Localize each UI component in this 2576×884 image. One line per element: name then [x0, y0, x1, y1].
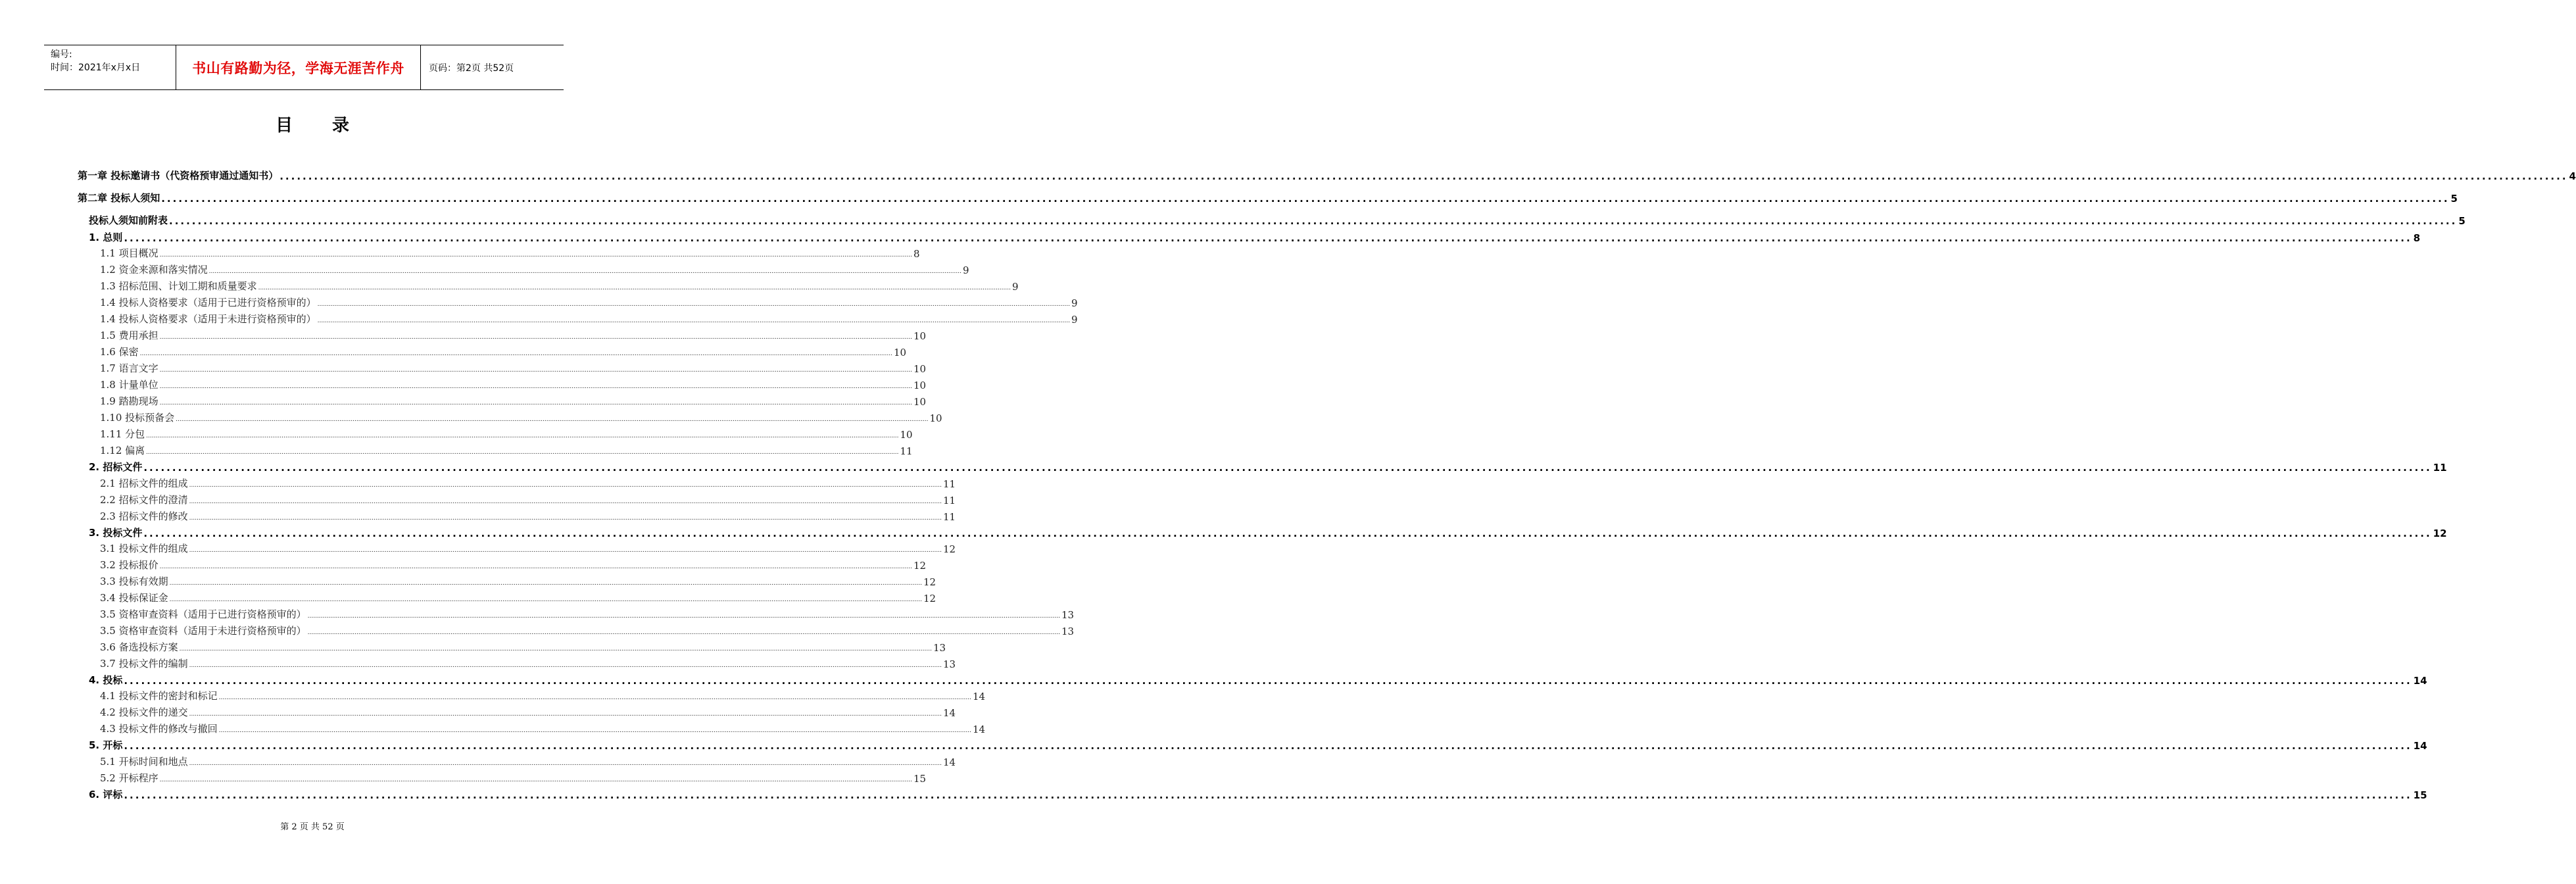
toc-entry-page-number: 9: [1071, 297, 1078, 309]
toc-entry[interactable]: [89, 787, 2427, 801]
toc-dot-leader: ................................................................................................................................................................................................................................................................................................................................................................................................................: [161, 193, 2450, 205]
toc-entry-page-number: 14: [972, 691, 986, 702]
toc-entry-label: 3.7 投标文件的编制: [100, 658, 188, 670]
toc-entry-page-number: 5: [2458, 215, 2466, 227]
toc-dot-leader: ................................................................................................................................................................................................................................................................................................................................................................................................................: [159, 383, 912, 390]
toc-entry-label: 1.4 投标人资格要求（适用于已进行资格预审的）: [100, 297, 316, 308]
toc-entry-label: 4.2 投标文件的递交: [100, 706, 188, 718]
toc-entry-label: 4. 投标: [89, 674, 123, 686]
toc-entry-page-number: 9: [962, 264, 969, 276]
toc-entry[interactable]: [100, 443, 913, 457]
toc-entry-page-number: 10: [900, 429, 913, 441]
toc-dot-leader: ................................................................................................................................................................................................................................................................................................................................................................................................................: [159, 777, 912, 783]
toc-entry[interactable]: [100, 278, 1019, 293]
toc-entry[interactable]: [100, 410, 942, 424]
toc-entry[interactable]: [89, 525, 2447, 539]
toc-entry[interactable]: [89, 212, 2466, 227]
toc-entry-page-number: 11: [942, 495, 956, 506]
toc-entry-page-number: 15: [2413, 789, 2427, 801]
toc-dot-leader: ................................................................................................................................................................................................................................................................................................................................................................................................................: [307, 613, 1060, 620]
header-meta: [44, 45, 176, 89]
header-motto: 书山有路勤为径，学海无涯苦作舟: [176, 45, 421, 89]
header-page-info: 页码：第2页 共52页: [429, 62, 514, 74]
toc-entry-page-number: 9: [1011, 281, 1019, 293]
toc-entry[interactable]: [100, 623, 1075, 637]
toc-entry-label: 1.11 分包: [100, 428, 145, 440]
toc-entry-page-number: 13: [1061, 626, 1075, 637]
toc-entry-label: 6. 评标: [89, 789, 123, 800]
toc-entry-page-number: 11: [942, 511, 956, 523]
toc-dot-leader: ................................................................................................................................................................................................................................................................................................................................................................................................................: [169, 215, 2458, 227]
toc-entry[interactable]: [100, 328, 927, 342]
toc-dot-leader: ................................................................................................................................................................................................................................................................................................................................................................................................................: [307, 629, 1060, 636]
toc-entry[interactable]: [100, 476, 956, 490]
toc-entry-label: 1.4 投标人资格要求（适用于未进行资格预审的）: [100, 313, 316, 325]
toc-entry[interactable]: [89, 459, 2447, 474]
page-title: 目录: [275, 116, 389, 135]
toc-dot-leader: ................................................................................................................................................................................................................................................................................................................................................................................................................: [143, 462, 2432, 474]
toc-entry-page-number: 14: [942, 756, 956, 768]
toc-dot-leader: ................................................................................................................................................................................................................................................................................................................................................................................................................: [189, 662, 942, 669]
toc-entry-label: 2. 招标文件: [89, 461, 143, 473]
toc-entry-label: 第二章 投标人须知: [78, 192, 160, 204]
toc-dot-leader: ................................................................................................................................................................................................................................................................................................................................................................................................................: [208, 268, 961, 275]
toc-entry-page-number: 4: [2569, 170, 2576, 182]
toc-entry[interactable]: [100, 606, 1075, 621]
toc-entry-page-number: 10: [913, 396, 927, 408]
toc-entry[interactable]: [78, 168, 2576, 182]
toc-entry[interactable]: [100, 426, 913, 441]
toc-entry-page-number: 11: [900, 445, 913, 457]
toc-dot-leader: ................................................................................................................................................................................................................................................................................................................................................................................................................: [139, 351, 892, 357]
toc-entry-page-number: 14: [942, 707, 956, 719]
toc-entry-label: 第一章 投标邀请书（代资格预审通过通知书）: [78, 170, 279, 182]
toc-entry-label: 5.1 开标时间和地点: [100, 756, 188, 768]
toc-entry-page-number: 9: [1071, 314, 1078, 326]
toc-entry-label: 1.6 保密: [100, 346, 139, 358]
toc-entry-page-number: 10: [913, 330, 927, 342]
toc-dot-leader: ................................................................................................................................................................................................................................................................................................................................................................................................................: [159, 367, 912, 374]
toc-dot-leader: ................................................................................................................................................................................................................................................................................................................................................................................................................: [179, 646, 932, 652]
document-time: 时间：2021年x月x日: [51, 62, 141, 73]
toc-dot-leader: ................................................................................................................................................................................................................................................................................................................................................................................................................: [159, 400, 912, 406]
toc-dot-leader: ................................................................................................................................................................................................................................................................................................................................................................................................................: [189, 711, 942, 718]
toc-entry-label: 1.3 招标范围、计划工期和质量要求: [100, 280, 257, 292]
toc-entry-page-number: 13: [1061, 609, 1075, 621]
toc-entry[interactable]: [100, 557, 927, 572]
toc-entry[interactable]: [100, 344, 907, 358]
toc-entry-page-number: 14: [972, 724, 986, 735]
toc-entry-page-number: 5: [2450, 193, 2458, 205]
toc-entry-label: 1.2 资金来源和落实情况: [100, 264, 208, 276]
toc-entry-label: 1.7 语言文字: [100, 362, 158, 374]
toc-entry[interactable]: [100, 360, 927, 375]
page-header: [44, 45, 564, 90]
toc-dot-leader: ................................................................................................................................................................................................................................................................................................................................................................................................................: [159, 252, 912, 258]
toc-dot-leader: ................................................................................................................................................................................................................................................................................................................................................................................................................: [189, 547, 942, 554]
toc-entry-page-number: 8: [913, 248, 920, 260]
toc-entry-page-number: 10: [893, 347, 907, 358]
toc-entry-page-number: 12: [923, 576, 936, 588]
toc-entry-page-number: 11: [942, 478, 956, 490]
toc-entry-label: 2.2 招标文件的澄清: [100, 494, 188, 506]
toc-dot-leader: ................................................................................................................................................................................................................................................................................................................................................................................................................: [218, 727, 971, 734]
toc-entry-label: 2.1 招标文件的组成: [100, 478, 188, 489]
toc-entry-page-number: 12: [942, 543, 956, 555]
toc-entry[interactable]: [100, 492, 956, 506]
toc-dot-leader: ................................................................................................................................................................................................................................................................................................................................................................................................................: [143, 528, 2432, 539]
toc-entry-label: 1.9 踏勘现场: [100, 395, 158, 407]
toc-entry-page-number: 12: [2433, 528, 2447, 539]
toc-entry-page-number: 15: [913, 773, 927, 785]
toc-dot-leader: ................................................................................................................................................................................................................................................................................................................................................................................................................: [146, 449, 899, 456]
toc-entry-page-number: 14: [2413, 675, 2427, 687]
toc-entry-label: 3. 投标文件: [89, 527, 143, 539]
toc-entry-label: 1.10 投标预备会: [100, 412, 175, 424]
toc-dot-leader: ................................................................................................................................................................................................................................................................................................................................................................................................................: [124, 675, 2412, 687]
toc-dot-leader: ................................................................................................................................................................................................................................................................................................................................................................................................................: [169, 580, 922, 587]
toc-entry-label: 3.1 投标文件的组成: [100, 543, 188, 554]
toc-dot-leader: ................................................................................................................................................................................................................................................................................................................................................................................................................: [218, 695, 971, 701]
toc-dot-leader: ................................................................................................................................................................................................................................................................................................................................................................................................................: [279, 170, 2568, 182]
toc-entry[interactable]: [100, 508, 956, 523]
toc-dot-leader: ................................................................................................................................................................................................................................................................................................................................................................................................................: [176, 416, 929, 423]
toc-entry[interactable]: [100, 754, 956, 768]
toc-entry[interactable]: [100, 574, 936, 588]
toc-entry-page-number: 13: [942, 658, 956, 670]
toc-entry-label: 5. 开标: [89, 739, 123, 751]
toc-entry[interactable]: [89, 230, 2421, 244]
toc-entry-label: 3.5 资格审查资料（适用于已进行资格预审的）: [100, 608, 306, 620]
toc-entry-label: 投标人须知前附表: [89, 214, 168, 226]
toc-dot-leader: ................................................................................................................................................................................................................................................................................................................................................................................................................: [159, 564, 912, 570]
toc-entry-label: 3.4 投标保证金: [100, 592, 168, 604]
toc-dot-leader: ................................................................................................................................................................................................................................................................................................................................................................................................................: [189, 499, 942, 505]
toc-entry[interactable]: [100, 541, 956, 555]
toc-entry-label: 1.5 费用承担: [100, 330, 158, 341]
toc-entry[interactable]: [100, 377, 927, 391]
toc-entry[interactable]: [89, 672, 2427, 687]
toc-entry[interactable]: [100, 393, 927, 408]
toc-entry-label: 3.3 投标有效期: [100, 576, 168, 587]
toc-entry-label: 1.12 偏离: [100, 445, 145, 456]
toc-entry[interactable]: [89, 737, 2427, 752]
toc-entry-label: 1.1 项目概况: [100, 247, 158, 259]
toc-entry-page-number: 10: [913, 380, 927, 391]
document-number-label: 编号:: [51, 49, 72, 60]
toc-dot-leader: ................................................................................................................................................................................................................................................................................................................................................................................................................: [317, 318, 1070, 324]
toc-dot-leader: ................................................................................................................................................................................................................................................................................................................................................................................................................: [159, 334, 912, 341]
toc-entry[interactable]: [100, 770, 927, 785]
toc-dot-leader: ................................................................................................................................................................................................................................................................................................................................................................................................................: [124, 740, 2412, 752]
toc-entry-label: 4.1 投标文件的密封和标记: [100, 690, 218, 702]
toc-entry-label: 1. 总则: [89, 232, 123, 243]
toc-entry[interactable]: [100, 311, 1078, 326]
toc-entry[interactable]: [100, 295, 1078, 309]
toc-entry-page-number: 11: [2433, 462, 2447, 474]
toc-entry-label: 2.3 招标文件的修改: [100, 510, 188, 522]
toc-entry-page-number: 12: [923, 593, 936, 604]
toc-entry-page-number: 10: [913, 363, 927, 375]
toc-entry-label: 3.5 资格审查资料（适用于未进行资格预审的）: [100, 625, 306, 637]
toc-entry-label: 1.8 计量单位: [100, 379, 158, 391]
toc-dot-leader: ................................................................................................................................................................................................................................................................................................................................................................................................................: [124, 232, 2412, 244]
toc-entry[interactable]: [100, 721, 986, 735]
toc-dot-leader: ................................................................................................................................................................................................................................................................................................................................................................................................................: [146, 433, 899, 439]
toc-entry-page-number: 13: [933, 642, 946, 654]
toc-entry[interactable]: [100, 704, 956, 719]
toc-dot-leader: ................................................................................................................................................................................................................................................................................................................................................................................................................: [189, 760, 942, 767]
toc-dot-leader: ................................................................................................................................................................................................................................................................................................................................................................................................................: [317, 301, 1070, 308]
toc-entry-page-number: 8: [2413, 232, 2421, 244]
toc-dot-leader: ................................................................................................................................................................................................................................................................................................................................................................................................................: [189, 515, 942, 522]
toc-dot-leader: ................................................................................................................................................................................................................................................................................................................................................................................................................: [169, 597, 922, 603]
toc-entry[interactable]: [100, 262, 969, 276]
toc-entry[interactable]: [100, 590, 936, 604]
toc-entry-page-number: 10: [929, 412, 942, 424]
toc-entry-page-number: 12: [913, 560, 927, 572]
toc-entry[interactable]: [78, 190, 2458, 205]
toc-entry-label: 5.2 开标程序: [100, 772, 158, 784]
toc-entry[interactable]: [100, 688, 986, 702]
toc-entry[interactable]: [100, 245, 920, 260]
toc-entry-label: 3.6 备选投标方案: [100, 641, 178, 653]
toc-entry[interactable]: [100, 639, 946, 654]
toc-dot-leader: ................................................................................................................................................................................................................................................................................................................................................................................................................: [189, 482, 942, 489]
toc-entry[interactable]: [100, 656, 956, 670]
toc-dot-leader: ................................................................................................................................................................................................................................................................................................................................................................................................................: [124, 789, 2412, 801]
toc-entry-page-number: 14: [2413, 740, 2427, 752]
toc-entry-label: 3.2 投标报价: [100, 559, 158, 571]
toc-dot-leader: ................................................................................................................................................................................................................................................................................................................................................................................................................: [258, 285, 1011, 291]
toc-entry-label: 4.3 投标文件的修改与撤回: [100, 723, 218, 735]
page-footer: 第 2 页 共 52 页: [280, 822, 345, 832]
